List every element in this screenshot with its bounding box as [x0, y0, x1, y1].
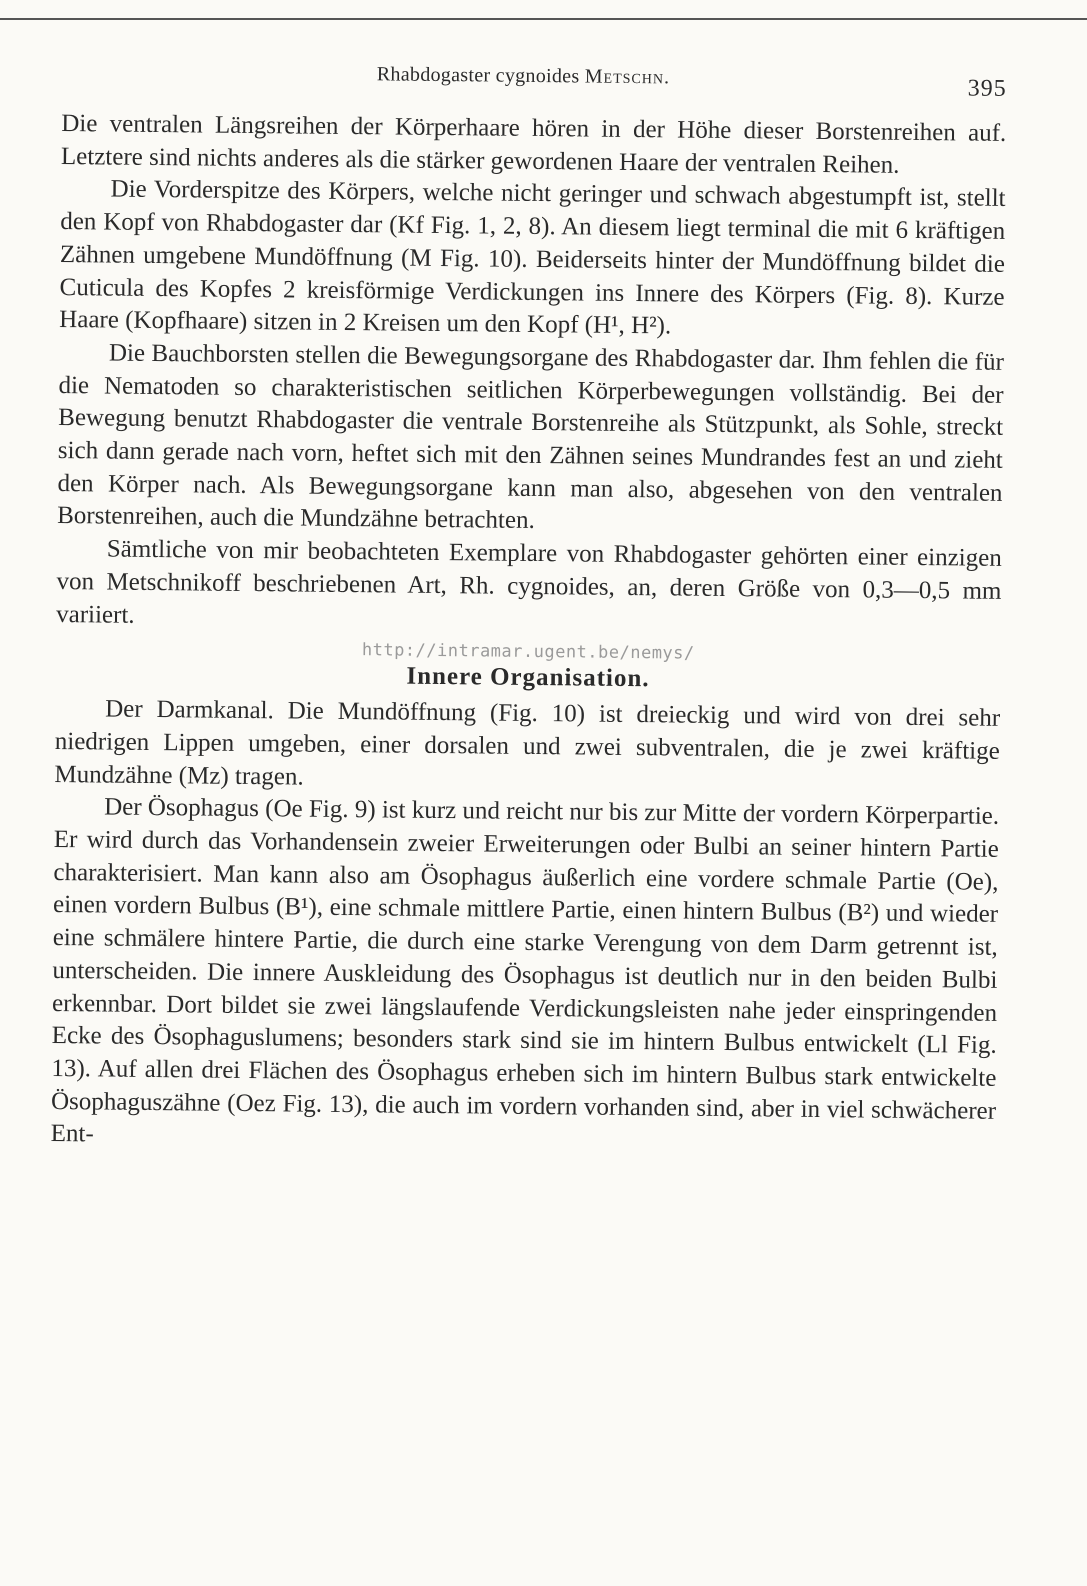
- running-head-species: Rhabdogaster cygnoides: [376, 63, 580, 88]
- paragraph-6: Der Ösophagus (Oe Fig. 9) ist kurz und reicht nur bis zur Mitte der vordern Körperpartie. Er wird durch das Vorhandensein zweier Erweiterungen oder Bulbi an seiner hintern Partie charakterisiert. Man kann also am Ösophagus äußerlich eine vordere schmale Partie (Oe), einen vordern Bulbus (B¹), eine schmale mittlere Partie, einen hintern Bulbus (B²) und wieder eine schmälere hintere Partie, die durch eine starke Verengung von dem Darm getrennt ist, unterscheiden. Die innere Auskleidung des Ösophagus ist deutlich nur in den beiden Bulbi erkennbar. Dort bildet sie zwei längslaufende Verdickungsleisten nahe jeder einspringenden Ecke des Ösophaguslumens; besonders stark sind sie im hintern Bulbus entwickelt (Ll Fig. 13). Auf allen drei Flächen des Ösophagus erheben sich im hintern Bulbus stark entwickelte Ösophaguszähne (Oez Fig. 13), die auch im vordern vorhanden sind, aber in viel schwächerer Ent-: [50, 793, 1000, 1148]
- paragraph-4: Sämtliche von mir beobachteten Exemplare von Rhabdogaster gehörten einer einzigen von Metschnikoff beschriebenen Art, Rh. cygnoides, an, deren Größe von 0,3—0,5 mm variiert.: [56, 535, 1002, 629]
- paragraph-1: Die ventralen Längsreihen der Körperhaare hören in der Höhe dieser Borstenreihen auf. Letztere sind nichts anderes als die stärker gewordenen Haare der ventralen Reihen.: [60, 109, 1007, 179]
- page: [51, 58, 1007, 1161]
- page-number: 395: [967, 75, 1007, 102]
- paragraph-3: Die Bauchborsten stellen die Bewegungsorgane des Rhabdogaster dar. Ihm fehlen die für die Nematoden so charakteristischen seitlichen Körperbewegungen vollständig. Bei der Bewegung benutzt Rhabdogaster die ventrale Borstenreihe als Stützpunkt, als Sohle, streckt sich dann gerade nach vorn, heftet sich mit den Zähnen seines Mundrandes fest an und zieht den Körper nach. Als Bewegungsorgane kann man also, abgesehen von den ventralen Borstenreihen, auch die Mundzähne betrachten.: [57, 339, 1005, 535]
- running-head-author: Metschn.: [584, 65, 671, 89]
- paragraph-2: Die Vorderspitze des Körpers, welche nicht geringer und schwach abgestumpft ist, stellt den Kopf von Rhabdogaster dar (Kf Fig. 1, 2, 8). An diesem liegt terminal die mit 6 kräftigen Zähnen umgebene Mundöffnung (M Fig. 10). Beiderseits hinter der Mundöffnung bildet die Cuticula des Kopfes 2 kreisförmige Verdickungen ins Innere des Körpers (Fig. 8). Kurze Haare (Kopfhaare) sitzen in 2 Kreisen um den Kopf (H¹, H²).: [59, 175, 1006, 340]
- section-heading: Innere Organisation.: [406, 662, 650, 693]
- paragraph-5: Der Darmkanal. Die Mundöffnung (Fig. 10) ist dreieckig und wird von drei sehr niedrigen Lippen umgeben, einer dorsalen und zwei subventralen, die je zwei kräftige Mundzähne (Mz) tragen.: [54, 695, 1001, 791]
- top-rule: [0, 18, 1087, 20]
- running-head: [61, 58, 1006, 118]
- running-head-title: [377, 63, 670, 89]
- watermark-url: http://intramar.ugent.be/nemys/: [361, 640, 695, 664]
